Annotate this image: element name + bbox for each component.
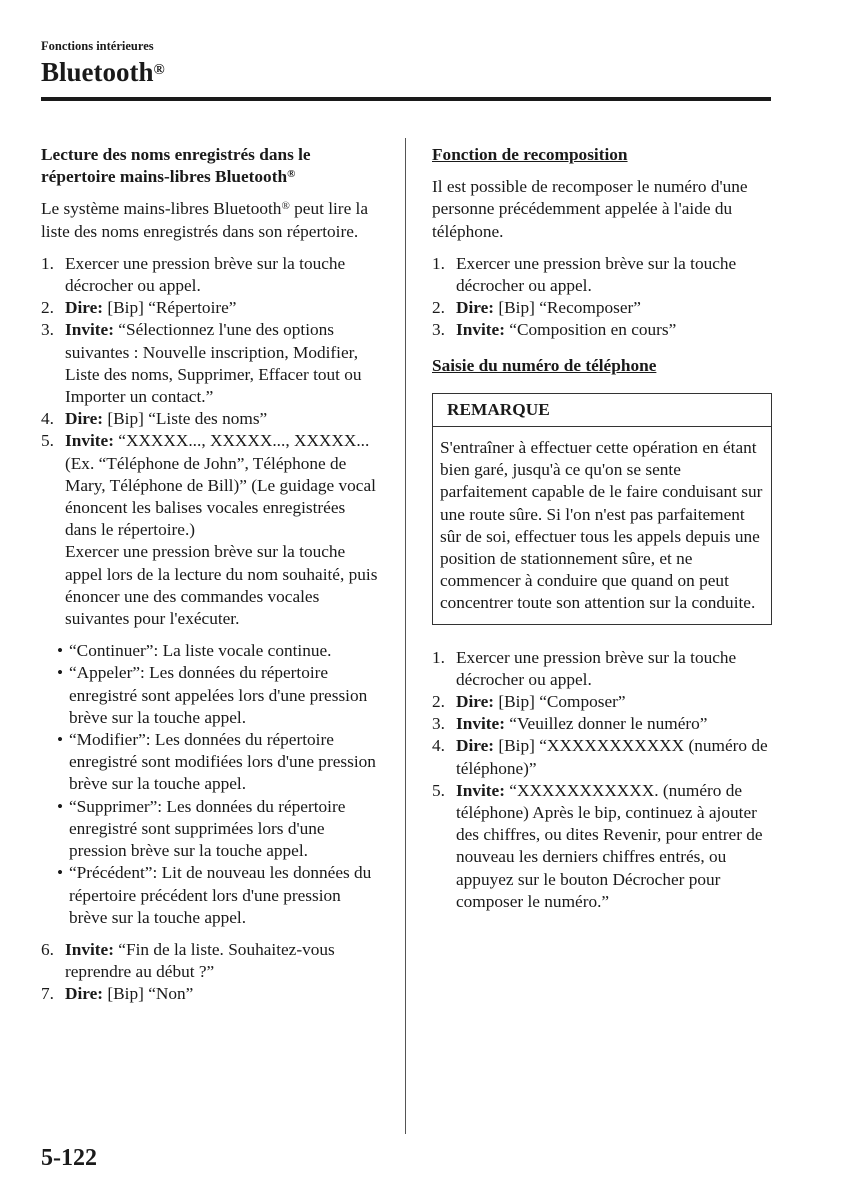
step-text: “XXXXXXXXXXX. (numéro de téléphone) Après le bip, continuez à ajouter des chiffres, ou dites Revenir, pour entrer de nouveau les derniers chiffres entrés, ou appuyez sur le bouton Décrocher pour composer le numéro.”	[456, 780, 763, 911]
phonebook-steps-continued	[41, 939, 381, 1006]
step-item	[432, 647, 772, 691]
step-number: 1.	[41, 253, 54, 273]
step-number: 7.	[41, 984, 54, 1004]
step-number: 4.	[41, 409, 54, 429]
step-item	[41, 430, 381, 630]
step-label: Dire:	[456, 298, 495, 318]
column-divider	[405, 138, 406, 1134]
step-text: [Bip] “Recomposer”	[494, 298, 641, 318]
step-text: “Composition en cours”	[504, 320, 677, 340]
redial-heading: Fonction de recomposition	[432, 145, 628, 164]
phonebook-steps	[41, 253, 381, 630]
bullet-text: “Continuer”: La liste vocale continue.	[69, 641, 332, 661]
step-label: Invite:	[456, 780, 505, 800]
step-number: 1.	[432, 253, 445, 273]
bullet-dot: •	[57, 863, 64, 883]
bullet-text: “Appeler”: Les données du répertoire enregistré sont appelées lors d'une pression brève sur la touche appel.	[69, 663, 368, 727]
step-text: Exercer une pression brève sur la touche décrocher ou appel.	[456, 647, 737, 689]
note-title: REMARQUE	[433, 394, 771, 427]
chapter-title-text: Bluetooth	[41, 57, 154, 87]
note-box	[432, 393, 772, 625]
left-column	[41, 144, 381, 1006]
step-item	[432, 713, 772, 735]
heading-text: Lecture des noms enregistrés dans le répertoire mains-libres Bluetooth	[41, 145, 311, 187]
step-label: Dire:	[65, 409, 104, 429]
step-number: 2.	[432, 298, 445, 318]
step-number: 3.	[41, 320, 54, 340]
step-text: [Bip] “Composer”	[494, 692, 626, 712]
step-number: 1.	[432, 647, 445, 667]
intro-text-2: peut lire la liste des noms enregistrés dans son répertoire.	[41, 199, 369, 241]
number-entry-heading: Saisie du numéro de téléphone	[432, 355, 657, 375]
step-item	[432, 297, 772, 319]
step-number: 2.	[41, 298, 54, 318]
step-item	[432, 319, 772, 341]
voice-command-list	[41, 640, 381, 929]
step-text: “Veuillez donner le numéro”	[504, 714, 708, 734]
step-label: Invite:	[456, 320, 505, 340]
step-label: Invite:	[456, 714, 505, 734]
phonebook-reading-heading	[41, 144, 381, 188]
step-number: 2.	[432, 692, 445, 712]
bullet-text: “Supprimer”: Les données du répertoire enregistré sont supprimées lors d'une pression brève sur la touche appel.	[69, 796, 346, 861]
step-number: 4.	[432, 736, 445, 756]
redial-intro: Il est possible de recomposer le numéro d'une personne précédemment appelée à l'aide du téléphone.	[432, 177, 748, 241]
step-label: Dire:	[456, 736, 495, 756]
redial-steps	[432, 253, 772, 342]
bullet-text: “Précédent”: Lit de nouveau les données du répertoire précédent lors d'une pression brève sur la touche appel.	[69, 863, 372, 927]
step-number: 5.	[432, 780, 445, 800]
bullet-dot: •	[57, 641, 64, 661]
step-number: 6.	[41, 939, 54, 959]
step-text: [Bip] “XXXXXXXXXXX (numéro de téléphone)”	[456, 736, 768, 778]
bullet-text: “Modifier”: Les données du répertoire enregistré sont modifiées lors d'une pression brève sur la touche appel.	[69, 730, 376, 794]
note-body: S'entraîner à effectuer cette opération en étant bien garé, jusqu'à ce qu'on se sente parfaitement capable de le faire conduisant sur une route sûre. Si l'on n'est pas parfaitement sûr de soi, effectuer tous les appels depuis une position de stationnement sûre, et ne commencer à conduire que quand on peut concentrer toute son attention sur la conduite.	[440, 438, 763, 613]
intro-text-1: Le système mains-libres Bluetooth	[41, 199, 282, 219]
step-text: [Bip] “Non”	[103, 984, 194, 1004]
step-label: Dire:	[65, 298, 104, 318]
step-text: [Bip] “Liste des noms”	[103, 409, 268, 429]
list-item	[57, 796, 381, 863]
chapter-title	[41, 56, 771, 88]
page-header	[41, 38, 771, 88]
step-item	[432, 691, 772, 713]
number-entry-steps	[432, 647, 772, 913]
step-item	[41, 408, 381, 430]
step-label: Invite:	[65, 431, 114, 451]
right-column	[432, 144, 772, 913]
step-text: Exercer une pression brève sur la touche décrocher ou appel.	[456, 253, 737, 296]
list-item	[57, 862, 381, 929]
registered-mark: ®	[153, 62, 165, 78]
step-label: Invite:	[65, 939, 114, 959]
bullet-dot: •	[57, 796, 64, 816]
step-text: “XXXXX..., XXXXX..., XXXXX... (Ex. “Téléphone de John”, Téléphone de Mary, Téléphone de Bill)” (Le guidage vocal énoncent les balises vocales enregistrées dans le répertoire.)	[65, 431, 376, 540]
registered-mark: ®	[281, 200, 290, 213]
step-item	[41, 939, 381, 983]
section-label: Fonctions intérieures	[41, 39, 154, 53]
step-label: Dire:	[456, 692, 495, 712]
step-item	[432, 253, 772, 297]
step-label: Dire:	[65, 984, 104, 1004]
step-item	[432, 735, 772, 779]
step-text: [Bip] “Répertoire”	[103, 298, 237, 318]
step-item	[41, 319, 381, 408]
step-number: 3.	[432, 714, 445, 734]
bullet-dot: •	[57, 663, 64, 683]
phonebook-intro	[41, 198, 381, 242]
step-continuation: Exercer une pression brève sur la touche appel lors de la lecture du nom souhaité, puis énoncer une des commandes vocales suivantes pour l'exécuter.	[65, 542, 378, 629]
step-number: 5.	[41, 431, 54, 451]
step-item	[41, 253, 381, 297]
list-item	[57, 640, 381, 662]
list-item	[57, 729, 381, 796]
step-item	[432, 780, 772, 913]
step-text: “Sélectionnez l'une des options suivantes : Nouvelle inscription, Modifier, Liste des noms, Supprimer, Effacer tout ou Importer un contact.”	[65, 320, 362, 407]
step-number: 3.	[432, 320, 445, 340]
header-rule	[41, 97, 771, 101]
step-text: “Fin de la liste. Souhaitez-vous reprendre au début ?”	[65, 939, 335, 982]
bullet-dot: •	[57, 730, 64, 750]
list-item	[57, 662, 381, 729]
step-text: Exercer une pression brève sur la touche décrocher ou appel.	[65, 253, 346, 296]
step-item	[41, 297, 381, 319]
registered-mark: ®	[287, 168, 296, 181]
step-item	[41, 983, 381, 1005]
step-label: Invite:	[65, 320, 114, 340]
page-number: 5-122	[41, 1145, 97, 1171]
